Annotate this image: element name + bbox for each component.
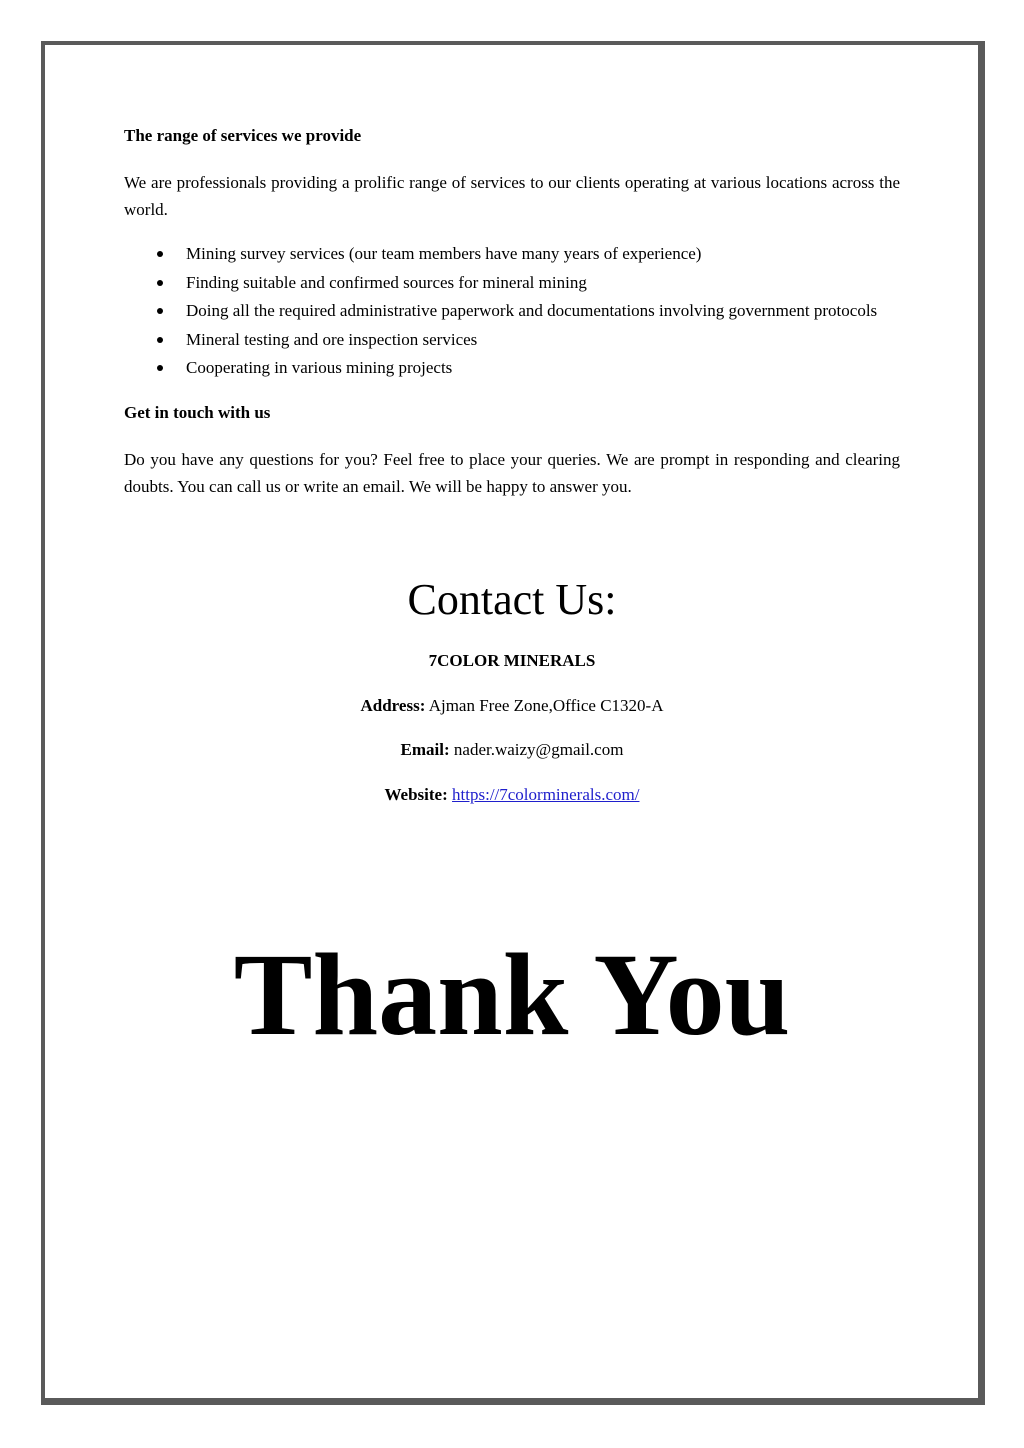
thank-you-heading: Thank You (233, 929, 791, 1060)
website-link[interactable]: https://7colorminerals.com/ (452, 785, 640, 804)
address-label: Address: (360, 696, 426, 715)
services-section (124, 124, 900, 500)
touch-heading: Get in touch with us (124, 402, 271, 422)
address-value: Ajman Free Zone,Office C1320-A (428, 696, 664, 715)
website-label: Website: (384, 785, 448, 804)
services-intro: We are professionals providing a prolific range of services to our clients operating at various locations across the world. (124, 173, 900, 219)
list-item (124, 326, 900, 355)
bullet-icon (157, 280, 163, 286)
bullet-icon (157, 308, 163, 314)
email-value: nader.waizy@gmail.com (453, 740, 624, 759)
email-line (0, 738, 1024, 762)
contact-title: Contact Us: (407, 575, 617, 624)
list-item-text: Mineral testing and ore inspection services (186, 329, 478, 349)
bullet-icon (157, 251, 163, 257)
list-item (124, 354, 900, 383)
list-item-text: Finding suitable and confirmed sources for mineral mining (186, 272, 587, 292)
touch-text: Do you have any questions for you? Feel free to place your queries. We are prompt in responding and clearing doubts. You can call us or write an email. We will be happy to answer you. (124, 449, 900, 496)
email-label: Email: (400, 740, 450, 759)
address-line (0, 694, 1024, 718)
company-name: 7COLOR MINERALS (428, 651, 596, 670)
list-item (124, 240, 900, 269)
bullet-icon (157, 337, 163, 343)
list-item (124, 269, 900, 298)
list-item-text: Doing all the required administrative paperwork and documentations involving government protocols (186, 301, 878, 320)
services-list (124, 240, 900, 383)
bullet-icon (157, 365, 163, 371)
services-heading: The range of services we provide (124, 126, 362, 145)
website-line (0, 783, 1024, 807)
list-item-text: Cooperating in various mining projects (186, 358, 453, 377)
list-item (124, 297, 900, 326)
list-item-text: Mining survey services (our team members have many years of experience) (186, 244, 702, 263)
